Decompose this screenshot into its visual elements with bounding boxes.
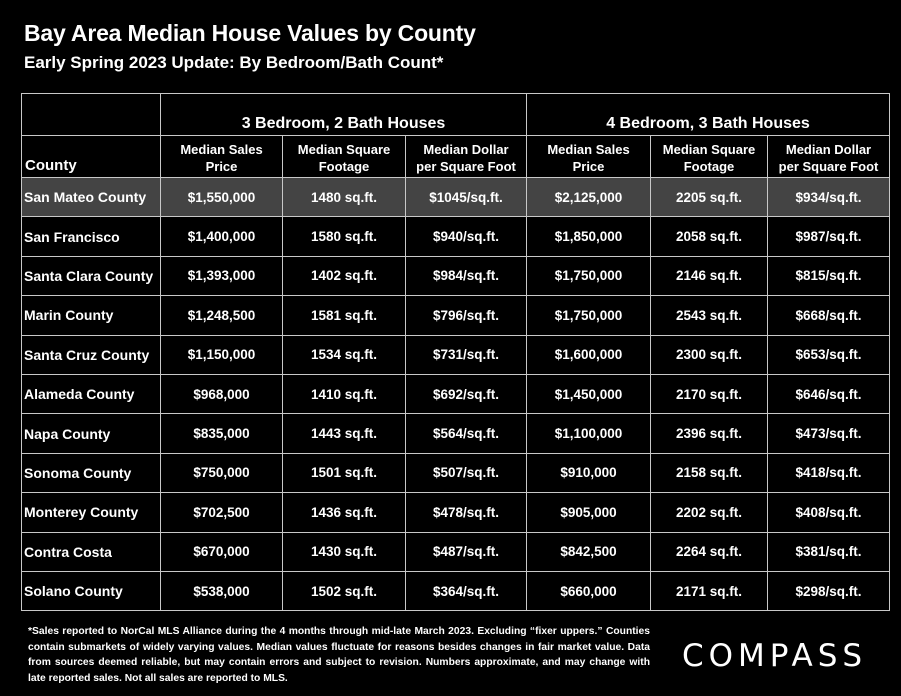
page-subtitle: Early Spring 2023 Update: By Bedroom/Bath Count* <box>24 53 444 72</box>
value-cell: $408/sq.ft. <box>768 493 890 532</box>
table-row <box>22 178 890 217</box>
column-header <box>527 136 651 178</box>
value-cell: $910,000 <box>527 453 651 492</box>
value-cell: $1,750,000 <box>527 296 651 335</box>
value-cell: 2300 sq.ft. <box>651 335 768 374</box>
value-cell: $538,000 <box>161 571 283 610</box>
column-header-line: per Square Foot <box>416 159 516 174</box>
value-cell: $984/sq.ft. <box>406 256 527 295</box>
group-header-4bed: 4 Bedroom, 3 Bath Houses <box>527 94 890 136</box>
value-cell: $507/sq.ft. <box>406 453 527 492</box>
header-corner <box>22 94 161 136</box>
table-row <box>22 296 890 335</box>
compass-logo: COMPASS <box>682 638 868 674</box>
county-name-cell: San Mateo County <box>22 178 161 217</box>
column-header-line: Price <box>205 159 238 174</box>
value-cell: $364/sq.ft. <box>406 571 527 610</box>
table-row <box>22 374 890 413</box>
column-header-line: Median Sales <box>180 142 263 157</box>
value-cell: 2396 sq.ft. <box>651 414 768 453</box>
value-cell: 2205 sq.ft. <box>651 178 768 217</box>
value-cell: $473/sq.ft. <box>768 414 890 453</box>
column-header-line: Median Sales <box>547 142 630 157</box>
value-cell: $660,000 <box>527 571 651 610</box>
value-cell: $298/sq.ft. <box>768 571 890 610</box>
value-cell: $418/sq.ft. <box>768 453 890 492</box>
value-cell: $731/sq.ft. <box>406 335 527 374</box>
group-header-3bed: 3 Bedroom, 2 Bath Houses <box>161 94 527 136</box>
value-cell: $1,400,000 <box>161 217 283 256</box>
value-cell: 2158 sq.ft. <box>651 453 768 492</box>
data-table <box>21 93 890 611</box>
value-cell: $815/sq.ft. <box>768 256 890 295</box>
column-header-line: Median Dollar <box>785 142 872 157</box>
value-cell: $1,100,000 <box>527 414 651 453</box>
value-cell: $478/sq.ft. <box>406 493 527 532</box>
value-cell: $842,500 <box>527 532 651 571</box>
column-header <box>768 136 890 178</box>
column-header-line: Footage <box>683 159 735 174</box>
county-name-cell: Contra Costa <box>22 532 161 571</box>
value-cell: $1,393,000 <box>161 256 283 295</box>
table-row <box>22 493 890 532</box>
value-cell: $940/sq.ft. <box>406 217 527 256</box>
value-cell: 1402 sq.ft. <box>283 256 406 295</box>
value-cell: 1502 sq.ft. <box>283 571 406 610</box>
value-cell: $487/sq.ft. <box>406 532 527 571</box>
column-header <box>161 136 283 178</box>
value-cell: 1430 sq.ft. <box>283 532 406 571</box>
county-name-cell: Santa Cruz County <box>22 335 161 374</box>
table-body <box>22 178 890 611</box>
column-header-line: Median Square <box>662 142 756 157</box>
value-cell: $835,000 <box>161 414 283 453</box>
column-header <box>283 136 406 178</box>
table-row <box>22 335 890 374</box>
value-cell: 2202 sq.ft. <box>651 493 768 532</box>
county-name-cell: Monterey County <box>22 493 161 532</box>
county-name-cell: Santa Clara County <box>22 256 161 295</box>
value-cell: $750,000 <box>161 453 283 492</box>
footnote: *Sales reported to NorCal MLS Alliance during the 4 months through mid-late March 2023. Excluding “fixer uppers.” Counties contain submarkets of widely varying values. Median values fluctuate for reasons besides changes in fair market value. Data from sources deemed reliable, but may contain errors and subject to revision. Numbers approximate, and may change with late reported sales. Not all sales are reported to MLS. <box>28 626 650 684</box>
county-name-cell: Napa County <box>22 414 161 453</box>
value-cell: $987/sq.ft. <box>768 217 890 256</box>
column-header-line: Median Square <box>297 142 391 157</box>
table-row <box>22 532 890 571</box>
value-cell: 2146 sq.ft. <box>651 256 768 295</box>
value-cell: $968,000 <box>161 374 283 413</box>
value-cell: $646/sq.ft. <box>768 374 890 413</box>
value-cell: 1534 sq.ft. <box>283 335 406 374</box>
value-cell: 2058 sq.ft. <box>651 217 768 256</box>
county-name-cell: Sonoma County <box>22 453 161 492</box>
value-cell: $670,000 <box>161 532 283 571</box>
value-cell: 1580 sq.ft. <box>283 217 406 256</box>
data-table-container <box>21 93 889 611</box>
value-cell: 2543 sq.ft. <box>651 296 768 335</box>
page-title: Bay Area Median House Values by County <box>24 20 476 46</box>
column-header <box>651 136 768 178</box>
table-row <box>22 217 890 256</box>
county-name-cell: Alameda County <box>22 374 161 413</box>
table-row <box>22 256 890 295</box>
value-cell: $934/sq.ft. <box>768 178 890 217</box>
value-cell: $905,000 <box>527 493 651 532</box>
value-cell: 1443 sq.ft. <box>283 414 406 453</box>
value-cell: $668/sq.ft. <box>768 296 890 335</box>
county-column-header: County <box>22 136 161 178</box>
value-cell: 1480 sq.ft. <box>283 178 406 217</box>
value-cell: $2,125,000 <box>527 178 651 217</box>
table-row <box>22 453 890 492</box>
column-header <box>406 136 527 178</box>
value-cell: $653/sq.ft. <box>768 335 890 374</box>
column-header-line: per Square Foot <box>778 159 879 174</box>
table-row <box>22 571 890 610</box>
value-cell: $1,550,000 <box>161 178 283 217</box>
county-name-cell: San Francisco <box>22 217 161 256</box>
value-cell: 1436 sq.ft. <box>283 493 406 532</box>
value-cell: 2170 sq.ft. <box>651 374 768 413</box>
value-cell: $1,450,000 <box>527 374 651 413</box>
county-name-cell: Solano County <box>22 571 161 610</box>
value-cell: $702,500 <box>161 493 283 532</box>
table-row <box>22 414 890 453</box>
county-name-cell: Marin County <box>22 296 161 335</box>
column-header-line: Price <box>572 159 605 174</box>
value-cell: $1,600,000 <box>527 335 651 374</box>
column-header-line: Footage <box>318 159 370 174</box>
value-cell: $796/sq.ft. <box>406 296 527 335</box>
value-cell: 1410 sq.ft. <box>283 374 406 413</box>
value-cell: 1501 sq.ft. <box>283 453 406 492</box>
value-cell: $1,750,000 <box>527 256 651 295</box>
value-cell: 2171 sq.ft. <box>651 571 768 610</box>
value-cell: 1581 sq.ft. <box>283 296 406 335</box>
value-cell: $564/sq.ft. <box>406 414 527 453</box>
value-cell: $1,150,000 <box>161 335 283 374</box>
value-cell: $1,248,500 <box>161 296 283 335</box>
value-cell: $381/sq.ft. <box>768 532 890 571</box>
column-header-line: Median Dollar <box>423 142 509 157</box>
value-cell: $1045/sq.ft. <box>406 178 527 217</box>
value-cell: $692/sq.ft. <box>406 374 527 413</box>
value-cell: 2264 sq.ft. <box>651 532 768 571</box>
value-cell: $1,850,000 <box>527 217 651 256</box>
